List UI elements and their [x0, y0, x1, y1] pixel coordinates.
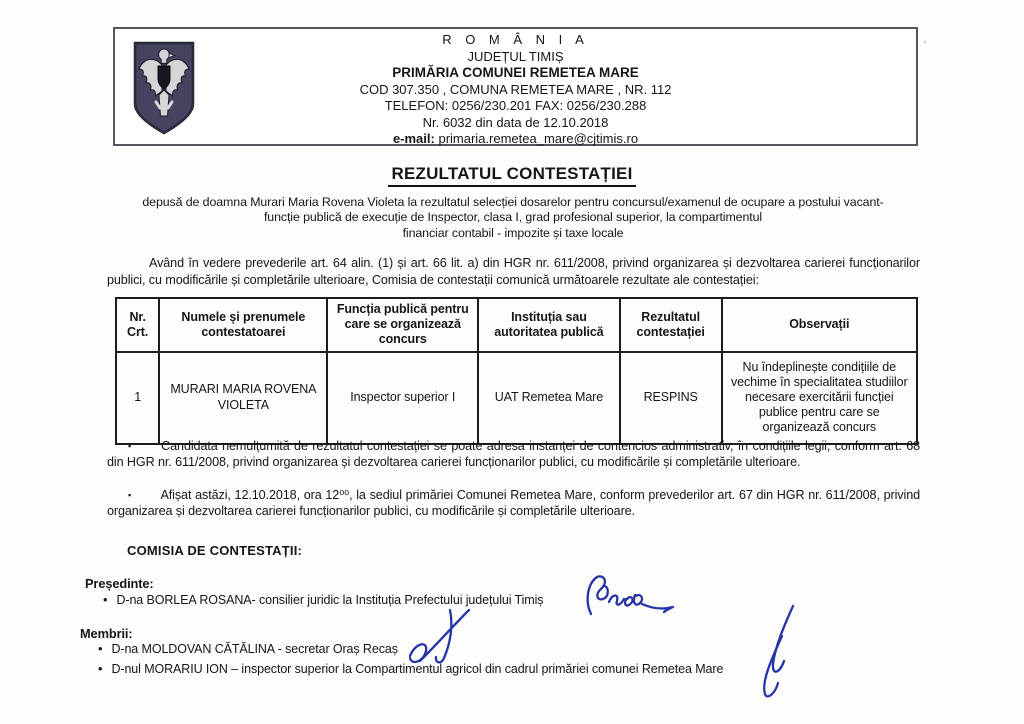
contestation-results-table [115, 297, 918, 445]
members-label: Membrii: [80, 626, 133, 641]
col-header-result: Rezultatul contestației [620, 298, 722, 352]
member-name: D-nul MORARIU ION – inspector superior la Compartimentul agricol din cadrul primăriei comunei Remetea Mare [111, 662, 724, 676]
col-header-nr: Nr. Crt. [116, 298, 159, 352]
note-afisare-text: Afișat astăzi, 12.10.2018, ora 12⁰⁰, la sediul primăriei Comunei Remetea Mare, conform prevederilor art. 67 din HGR nr. 611/2008, privind organizarea și dezvoltarea carierei funcționarilor publici, cu modificările și completările ulterioare. [107, 488, 921, 519]
note-afisare [107, 487, 920, 520]
institution-name: PRIMĂRIA COMUNEI REMETEA MARE [392, 65, 639, 80]
president-name: D-na BORLEA ROSANA- consilier juridic la Instituția Prefectului județului Timiș [116, 593, 544, 607]
email-line [115, 131, 916, 148]
president-label: Președinte: [85, 576, 154, 591]
registration-number: Nr. 6032 din data de 12.10.2018 [422, 114, 609, 130]
email-address: primaria.remetea_mare@cjtimis.ro [438, 131, 639, 146]
col-header-institution: Instituția sau autoritatea publică [478, 298, 620, 352]
signature-borlea [578, 572, 680, 620]
col-header-observations: Observații [722, 298, 917, 352]
dot-bullet-icon: • [98, 641, 103, 656]
table-header-row [116, 298, 917, 352]
commission-heading: COMISIA DE CONTESTAȚII: [127, 543, 303, 558]
subtitle-line-1: depusă de doamna Murari Maria Rovena Violeta la rezultatul selecției dosarelor pentru concursul/examenul de ocupare a postului vacant- [142, 195, 884, 209]
scan-artifact-mark: ' [924, 40, 926, 51]
email-label: e-mail: [392, 131, 435, 146]
page-title: REZULTATUL CONTESTAȚIEI [388, 164, 635, 187]
country-name: R O M Â N I A [442, 32, 589, 47]
president-item [103, 593, 543, 608]
subtitle-line-2: funcție publică de execuție de Inspector, clasa I, grad profesional superior, la compartimentul [263, 210, 763, 225]
letterhead-text [115, 32, 916, 148]
note-contencios [107, 438, 920, 471]
subtitle [107, 195, 919, 241]
note-contencios-text: Candidata nemulțumită de rezultatul contestației se poate adresa instanței de contencios administrativ, în condițiile legii, conform art. 68 din HGR nr. 611/2008, privind organizarea și dezvoltarea carierei funcționarilor publici, cu modificările și completările ulterioare. [107, 439, 921, 470]
institution-address: COD 307.350 , COMUNA REMETEA MARE , NR. 112 [359, 81, 672, 97]
title-wrap [0, 164, 1024, 187]
col-header-function: Funcția publică pentru care se organizează concurs [327, 298, 478, 352]
signature-moldovan [402, 606, 480, 668]
subtitle-line-3: financiar contabil - impozite și taxe locale [402, 225, 624, 240]
cell-nr: 1 [116, 352, 159, 444]
cell-function: Inspector superior I [327, 352, 478, 444]
dot-bullet-icon: • [103, 592, 108, 607]
member-item [98, 662, 723, 677]
legal-intro-paragraph: Având în vedere prevederile art. 64 alin. (1) și art. 66 lit. a) din HGR nr. 611/2008, privind organizarea și dezvoltarea carierei funcționarilor publici, cu modificările și completările ulterioare, Comisia de contestații comunică următoarele rezultate ale contestației: [107, 256, 920, 287]
member-name: D-na MOLDOVAN CĂTĂLINA - secretar Oraș Recaș [111, 642, 398, 656]
dot-bullet-icon: • [98, 661, 103, 676]
member-item [98, 642, 398, 657]
cell-observations: Nu îndeplinește condițiile de vechime în specialitatea studiilor necesare exercitării funcției publice pentru care se organizează concurs [722, 352, 917, 444]
col-header-name: Numele și prenumele contestatoarei [159, 298, 327, 352]
signature-morariu [748, 602, 808, 702]
letterhead-box [113, 27, 918, 146]
cell-result: RESPINS [620, 352, 722, 444]
cell-institution: UAT Remetea Mare [478, 352, 620, 444]
square-bullet-icon: ▪ [128, 490, 132, 500]
table-row [116, 352, 917, 444]
phone-fax-line: TELEFON: 0256/230.201 FAX: 0256/230.288 [384, 98, 647, 113]
cell-name: MURARI MARIA ROVENA VIOLETA [159, 352, 327, 444]
county-name: JUDEȚUL TIMIȘ [467, 48, 564, 64]
square-bullet-icon: ▪ [128, 441, 133, 451]
